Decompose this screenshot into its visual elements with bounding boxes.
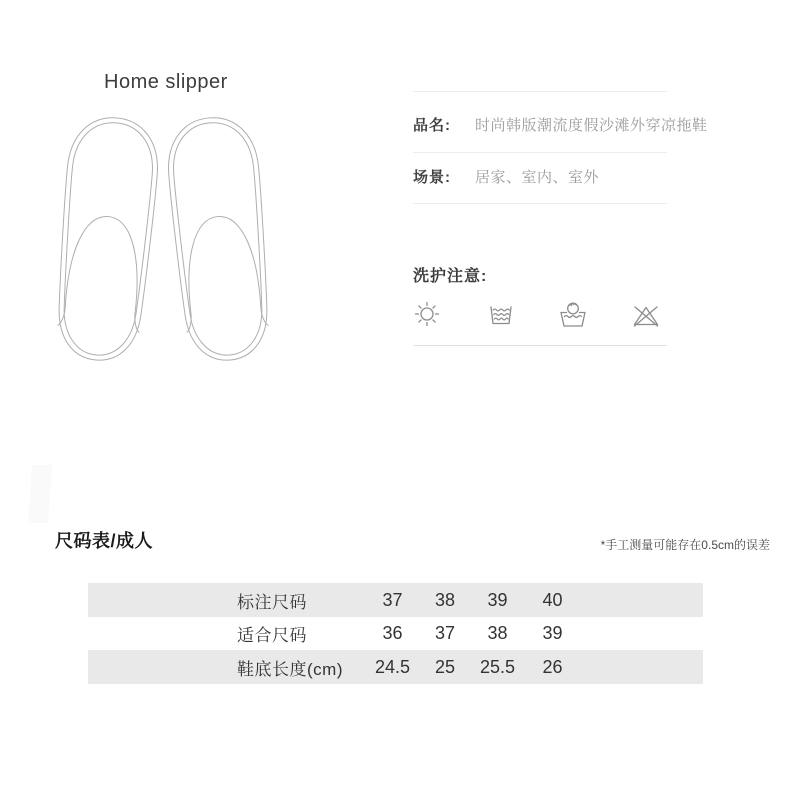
scene-label: 场景: — [413, 169, 451, 186]
table-row — [88, 617, 703, 650]
table-cell: 39 — [542, 623, 563, 643]
table-cell: 37 — [382, 589, 403, 610]
table-cell: 26 — [542, 656, 563, 677]
left-slipper-outline — [52, 114, 162, 364]
table-cell: 39 — [487, 589, 508, 610]
table-row — [88, 583, 703, 617]
table-cell: 25.5 — [479, 656, 516, 677]
do-not-bleach-icon — [631, 300, 661, 335]
size-chart-title: 尺码表/成人 — [55, 531, 154, 551]
measurement-note: *手工测量可能存在0.5cm的误差 — [600, 538, 770, 552]
table-cell: 38 — [434, 589, 456, 610]
machine-wash-icon — [486, 300, 516, 335]
table-cell: 36 — [382, 623, 403, 643]
care-heading: 洗护注意: — [413, 268, 488, 285]
slipper-pair-drawing — [52, 106, 277, 378]
divider — [413, 203, 667, 204]
hand-wash-icon — [557, 300, 589, 335]
row-label: 标注尺码 — [237, 592, 307, 612]
divider — [413, 152, 667, 153]
right-slipper-outline — [164, 114, 275, 364]
row-label: 鞋底长度(cm) — [237, 659, 343, 679]
table-row — [88, 650, 703, 684]
print-artifact — [28, 465, 52, 523]
table-cell: 25 — [434, 656, 456, 677]
table-cell: 24.5 — [374, 656, 411, 677]
product-name-label: 品名: — [413, 117, 451, 134]
sun-dry-icon — [413, 300, 441, 333]
table-cell: 38 — [487, 623, 508, 643]
table-cell: 37 — [434, 623, 456, 643]
scene-value: 居家、室内、室外 — [475, 169, 600, 186]
row-label: 适合尺码 — [237, 626, 307, 645]
table-cell: 40 — [542, 589, 563, 610]
divider — [414, 345, 667, 346]
product-name-value: 时尚韩版潮流度假沙滩外穿凉拖鞋 — [475, 117, 708, 134]
size-table — [88, 583, 703, 684]
page-title: Home slipper — [104, 71, 228, 93]
divider — [413, 91, 667, 92]
